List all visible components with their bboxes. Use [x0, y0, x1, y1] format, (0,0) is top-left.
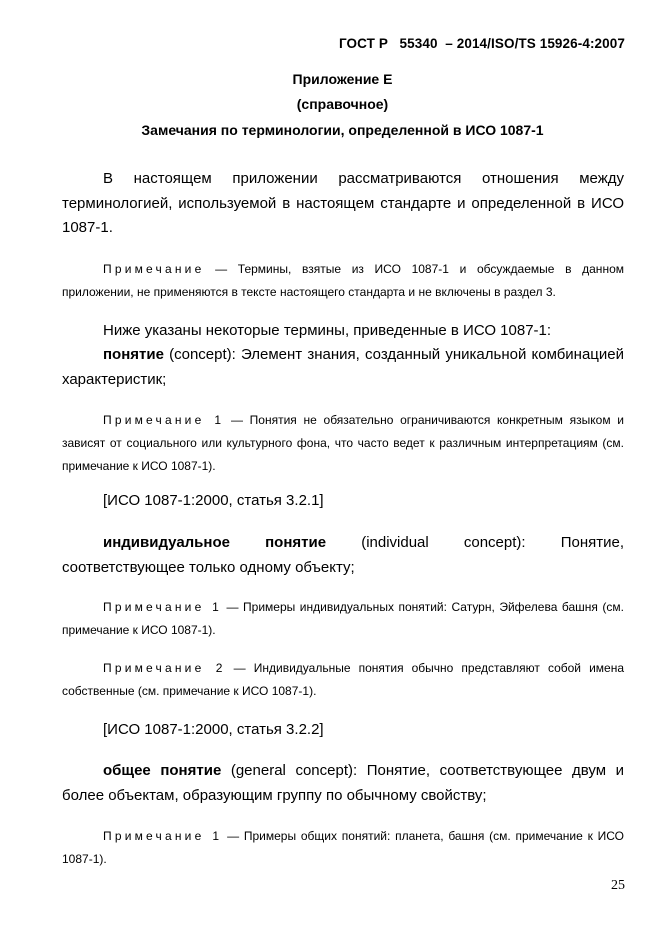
note-text: — Термины, взятые из ИСО 1087-1 и обсуждаемые в данном приложении, не применяются в тексте настоящего стандарта и не включены в раздел 3. [62, 262, 624, 299]
term-note [62, 596, 624, 642]
term-definition: (general concept): Понятие, соответствующее двум и более объектам, образующим группу по обычному свойству; [62, 762, 624, 804]
term-note [62, 657, 624, 703]
term-definition: (concept): Элемент знания, созданный уникальной комбинацией характеристик; [62, 346, 624, 388]
term-reference: [ИСО 1087-1:2000, статья 3.2.1] [103, 492, 324, 509]
intro-paragraph: В настоящем приложении рассматриваются отношения между терминологией, используемой в настоящем стандарте и определенной в ИСО 1087-1. [62, 170, 624, 236]
note-label: Примечание 1 [103, 829, 223, 843]
term-definition: (individual concept): Понятие, соответствующее только одному объекту; [62, 534, 624, 576]
term-name: понятие [103, 346, 164, 363]
note-label: Примечание 1 [103, 413, 225, 427]
appendix-title: Приложение Е [292, 71, 393, 87]
note-label: Примечание 1 [103, 600, 223, 614]
appendix-heading: Замечания по терминологии, определенной в ИСО 1087-1 [141, 122, 544, 138]
note-label: Примечание 2 [103, 661, 226, 675]
note-label: Примечание [103, 262, 205, 276]
term-entry-general-concept [62, 759, 624, 808]
term-reference: [ИСО 1087-1:2000, статья 3.2.2] [103, 721, 324, 738]
note-text: — Понятия не обязательно ограничиваются конкретным языком и зависят от социального или культурного фона, что часто ведет к различным интерпретациям (см. примечание к ИСО 1087-1). [62, 413, 624, 473]
note-text: — Индивидуальные понятия обычно представляют собой имена собственные (см. примечание к ИСО 1087-1). [62, 661, 624, 698]
terms-intro: Ниже указаны некоторые термины, приведенные в ИСО 1087-1: [103, 322, 552, 339]
term-entry-individual-concept [62, 531, 624, 580]
appendix-subtitle: (справочное) [296, 96, 389, 112]
page-number: 25 [611, 878, 625, 893]
intro-note [62, 258, 624, 304]
note-text: — Примеры индивидуальных понятий: Сатурн, Эйфелева башня (см. примечание к ИСО 1087-1). [62, 600, 624, 637]
term-note [62, 409, 624, 478]
term-name: общее понятие [103, 762, 222, 779]
term-entry-concept [62, 343, 624, 392]
term-note [62, 825, 624, 871]
document-header: ГОСТ Р 55340 – 2014/ISO/TS 15926-4:2007 [338, 36, 625, 51]
note-text: — Примеры общих понятий: планета, башня (см. примечание к ИСО 1087-1). [62, 829, 624, 866]
term-name: индивидуальное понятие [103, 534, 327, 551]
